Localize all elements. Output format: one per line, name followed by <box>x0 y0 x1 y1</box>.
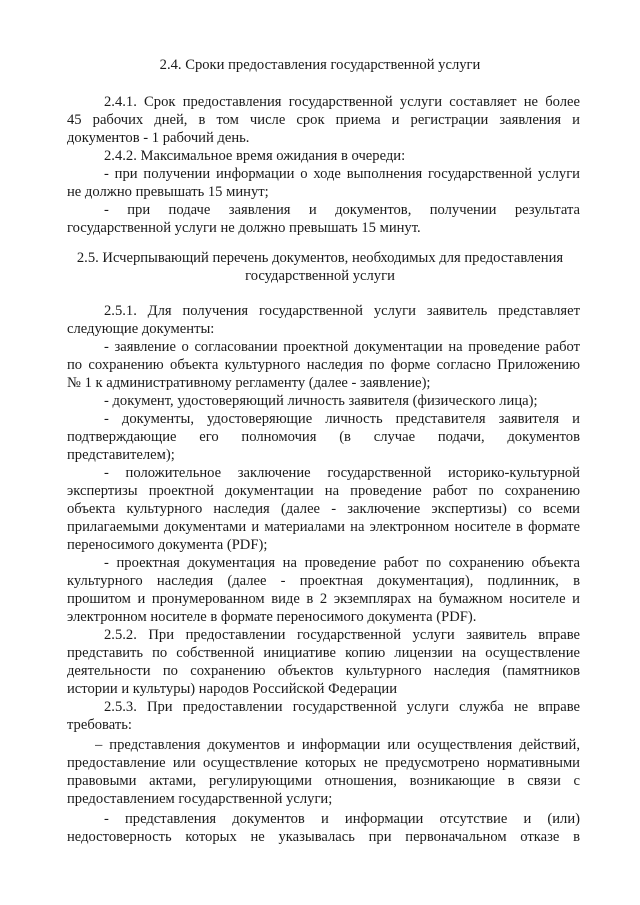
paragraph-line: деятельности по сохранению объектов культурного наследия (памятников <box>67 663 580 679</box>
paragraph-line: 45 рабочих дней, в том числе срок приема и регистрации заявления и <box>67 112 580 128</box>
paragraph-line: требовать: <box>67 717 132 733</box>
paragraph-line: - представления документов и информации отсутствие и (или) <box>104 811 580 827</box>
paragraph-line: документов - 1 рабочий день. <box>67 130 250 146</box>
paragraph-line: переносимого документа (PDF); <box>67 537 268 553</box>
section-heading-2-5-cont: государственной услуги <box>245 268 395 284</box>
paragraph-line: подтверждающие его полномочия (в случае подачи, документов <box>67 429 580 445</box>
paragraph-line: экспертизы проектной документации на проведение работ по сохранению <box>67 483 580 499</box>
paragraph-line: – представления документов и информации или осуществления действий, <box>95 737 580 753</box>
paragraph-line: правовыми актами, регулирующими отношения, возникающие в связи с <box>67 773 580 789</box>
paragraph-line: электронном носителе в формате переносимого документа (PDF). <box>67 609 477 625</box>
paragraph-line: 2.4.1. Срок предоставления государственной услуги составляет не более <box>104 94 580 110</box>
section-heading-2-4: 2.4. Сроки предоставления государственной услуги <box>159 57 481 73</box>
paragraph-line: недостоверность которых не указывалась при первоначальном отказе в <box>67 829 580 845</box>
paragraph-line: истории и культуры) народов Российской Федерации <box>67 681 398 697</box>
paragraph-line: - документы, удостоверяющие личность представителя заявителя и <box>104 411 580 427</box>
paragraph-line: по сохранению объекта культурного наследия по форме согласно Приложению <box>67 357 580 373</box>
paragraph-line: - документ, удостоверяющий личность заявителя (физического лица); <box>104 393 538 409</box>
paragraph-line: 2.5.2. При предоставлении государственной услуги заявитель вправе <box>104 627 580 643</box>
paragraph-line: следующие документы: <box>67 321 215 337</box>
paragraph-line: прошитом и пронумерованном виде в 2 экземплярах на бумажном носителе и <box>67 591 580 607</box>
paragraph-line: - при получении информации о ходе выполнения государственной услуги <box>104 166 580 182</box>
section-heading-2-5: 2.5. Исчерпывающий перечень документов, необходимых для предоставления <box>76 250 564 266</box>
paragraph-line: 2.4.2. Максимальное время ожидания в очереди: <box>104 148 406 164</box>
paragraph-line: предоставлением государственной услуги; <box>67 791 333 807</box>
paragraph-line: - положительное заключение государственной историко-культурной <box>104 465 580 481</box>
paragraph-line: - при подаче заявления и документов, получении результата <box>104 202 580 218</box>
paragraph-line: государственной услуги не должно превышать 15 минут. <box>67 220 421 236</box>
paragraph-line: 2.5.3. При предоставлении государственной услуги служба не вправе <box>104 699 580 715</box>
paragraph-line: культурного наследия (далее - проектная документация), подлинник, в <box>67 573 580 589</box>
paragraph-line: представителем); <box>67 447 175 463</box>
paragraph-line: - заявление о согласовании проектной документации на проведение работ <box>104 339 580 355</box>
paragraph-line: не должно превышать 15 минут; <box>67 184 269 200</box>
paragraph-line: предоставление или осуществление которых не предусмотрено нормативными <box>67 755 580 771</box>
paragraph-line: 2.5.1. Для получения государственной услуги заявитель представляет <box>104 303 580 319</box>
paragraph-line: № 1 к административному регламенту (далее - заявление); <box>67 375 431 391</box>
paragraph-line: прилагаемыми документами и материалами на электронном носителе в формате <box>67 519 580 535</box>
paragraph-line: представить по собственной инициативе копию лицензии на осуществление <box>67 645 580 661</box>
paragraph-line: объекта культурного наследия (далее - заключение экспертизы) со всеми <box>67 501 580 517</box>
paragraph-line: - проектная документация на проведение работ по сохранению объекта <box>104 555 580 571</box>
